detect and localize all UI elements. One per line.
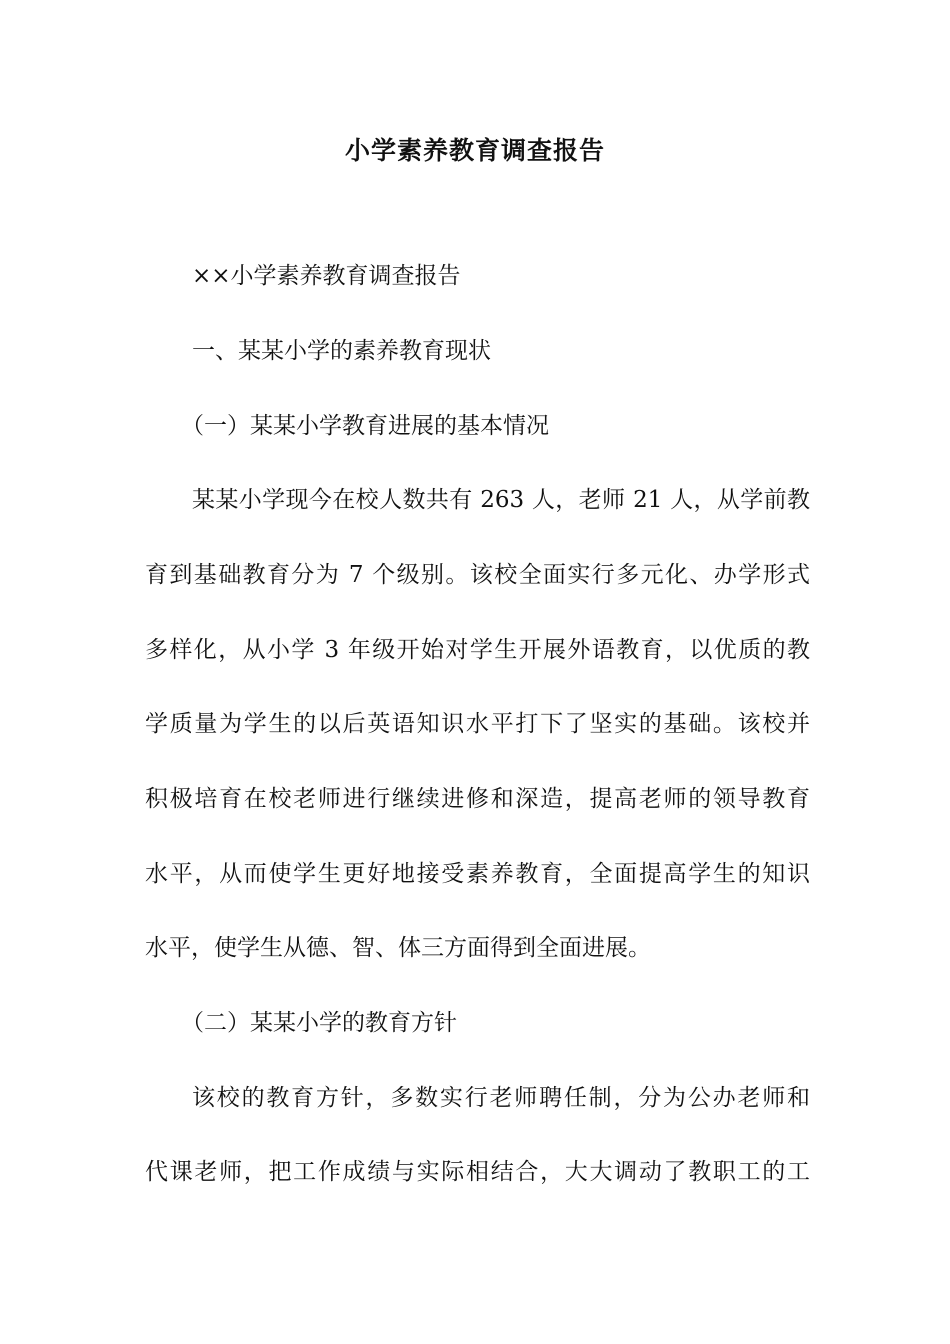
paragraph-1-line-1: 某某小学现今在校人数共有 263 人，老师 21 人，从学前教	[192, 487, 810, 513]
paragraph-1-line-2: 育到基础教育分为 7 个级别。该校全面实行多元化、办学形式	[145, 562, 810, 588]
paragraph-1-line-7: 水平，使学生从德、智、体三方面得到全面进展。	[145, 935, 651, 961]
section-heading-1: 一、某某小学的素养教育现状	[192, 338, 491, 364]
paragraph-2-line-2: 代课老师，把工作成绩与实际相结合，大大调动了教职工的工	[145, 1159, 810, 1185]
subsection-heading-2: （二）某某小学的教育方针	[181, 1010, 457, 1036]
paragraph-1-line-4: 学质量为学生的以后英语知识水平打下了坚实的基础。该校并	[145, 711, 810, 737]
document-title: 小学素养教育调查报告	[344, 136, 605, 165]
paragraph-2-line-1: 该校的教育方针，多数实行老师聘任制，分为公办老师和	[192, 1085, 810, 1111]
paragraph-1-line-6: 水平，从而使学生更好地接受素养教育，全面提高学生的知识	[145, 861, 810, 887]
report-subtitle: ××小学素养教育调查报告	[192, 263, 461, 289]
subsection-heading-1: （一）某某小学教育进展的基本情况	[181, 413, 549, 439]
paragraph-1-line-3: 多样化，从小学 3 年级开始对学生开展外语教育，以优质的教	[145, 637, 810, 663]
paragraph-1-line-5: 积极培育在校老师进行继续进修和深造，提高老师的领导教育	[145, 786, 810, 812]
